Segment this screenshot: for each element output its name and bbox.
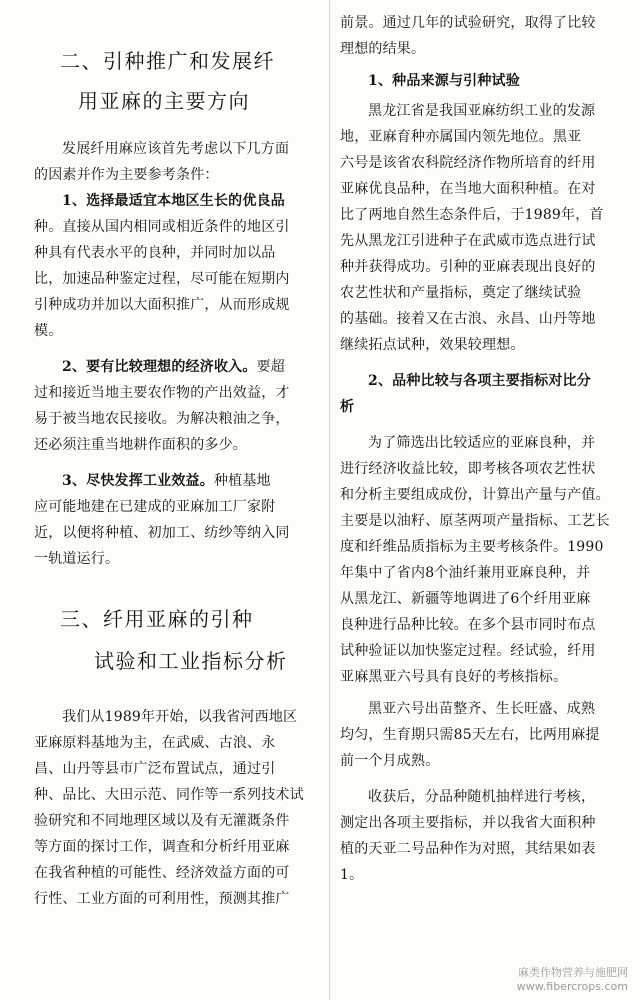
sub2-heading-line1: 2、品种比较与各项主要指标对比分 [368,373,591,389]
point1-line: 种。直接从国内相同或相近条件的地区引 [34,219,290,235]
section3-line: 在我省种植的可能性、经济效益方面的可 [34,865,290,881]
heiya-line: 黑亚六号出苗整齐、生长旺盛、成熟 [368,701,596,717]
section3-line: 行性、工业方面的可利用性，预测其推广 [34,891,290,907]
point2-lead-rest: 要超 [256,359,285,375]
point3-line: 一轨道运行。 [34,551,120,567]
sub1-line: 黑龙江省是我国亚麻纺织工业的发源 [368,103,596,119]
column-divider [329,0,330,1000]
point3-line: 近，以便将种植、初加工、纺纱等纳入同 [34,525,290,541]
section3-line: 种、品比、大田示范、同作等一系列技术试 [34,787,304,803]
section3-heading-line1: 三、纤用亚麻的引种 [60,607,254,631]
sub2-line: 进行经济收益比较，即考核各项农艺性状 [340,461,596,477]
point2-line: 还必须注重当地耕作面积的多少。 [34,437,247,453]
intro-line: 发展纤用麻应该首先考虑以下几方面 [62,141,290,157]
harvest-line: 1。 [340,867,364,883]
point1-line: 比，加速品种鉴定过程，尽可能在短期内 [34,271,290,287]
heiya-line: 前一个月成熟。 [340,753,440,769]
section3-heading-line2: 试验和工业指标分析 [94,649,288,673]
site-watermark [517,966,628,994]
point1-lead: 1、选择最适宜本地区生长的优良品 [62,193,285,209]
sub1-line: 比了两地自然生态条件后，于1989年，首 [340,207,604,223]
sub1-line: 种并获得成功。引种的亚麻表现出良好的 [340,259,596,275]
sub1-line: 先从黑龙江引进种子在武威市选点进行试 [340,233,596,249]
sub2-line: 主要是以油籽、原茎两项产量指标、工艺长 [340,513,610,529]
harvest-line: 收获后，分品种随机抽样进行考核， [368,789,596,805]
continuation-line: 理想的结果。 [340,41,426,57]
intro-line: 的因素并作为主要参考条件： [34,167,219,183]
point3-lead-line [34,472,320,490]
sub1-line: 六号是该省农科院经济作物所培育的纤用 [340,155,596,171]
section3-line: 昌、山丹等县市广泛布置试点，通过引 [34,761,276,777]
watermark-line1: 麻类作物营养与施肥网 [518,966,628,979]
sub1-line: 地，亚麻育种亦属国内领先地位。黑亚 [340,129,582,145]
section3-line: 亚麻原料基地为主，在武威、古浪、永 [34,735,276,751]
section3-line: 等方面的探讨工作，调查和分析纤用亚麻 [34,839,290,855]
sub1-line: 的基础。接着又在古浪、永昌、山丹等地 [340,311,596,327]
harvest-line: 植的天亚二号品种作为对照，其结果如表 [340,841,596,857]
sub1-line: 继续拓点试种，效果较理想。 [340,337,525,353]
sub1-line: 农艺性状和产量指标，奠定了继续试验 [340,285,582,301]
point3-lead: 3、尽快发挥工业效益。 [62,473,214,489]
heiya-line: 均匀，生育期只需85天左右，比两用麻提 [340,727,600,743]
sub2-line: 良种进行品种比较。在多个县市同时布点 [340,617,596,633]
sub1-heading: 1、种品来源与引种试验 [368,73,520,89]
point2-line: 过和接近当地主要农作物的产出效益，才 [34,385,290,401]
continuation-line: 前景。通过几年的试验研究，取得了比较 [340,15,596,31]
point3-lead-rest: 种植基地 [213,473,271,489]
sub2-line: 度和纤维品质指标为主要考核条件。1990 [340,539,604,555]
harvest-line: 测定出各项主要指标，并以我省大面积种 [340,815,596,831]
sub2-line: 亚麻黑亚六号具有良好的考核指标。 [340,669,568,685]
point2-line: 易于被当地农民接收。为解决粮油之争， [34,411,290,427]
sub2-line: 从黑龙江、新疆等地调进了6个纤用亚麻 [340,591,591,607]
section2-heading-line1: 二、引种推广和发展纤 [60,49,275,73]
point1-line: 引种成功并加以大面积推广，从而形成规 [34,297,290,313]
watermark-line2: www.fibercrops.com [516,980,628,993]
sub1-line: 亚麻优良品种，在当地大面积种植。在对 [340,181,596,197]
point2-lead: 2、要有比较理想的经济收入。 [62,359,257,375]
point3-line: 应可能地建在已建成的亚麻加工厂家附 [34,499,276,515]
section3-line: 我们从1989年开始，以我省河西地区 [62,709,298,725]
sub2-line: 试种验证以加快鉴定过程。经试验，纤用 [340,643,596,659]
sub2-heading-line2: 析 [340,399,355,415]
section2-heading-line2: 用亚麻的主要方向 [78,89,250,113]
sub2-line: 为了筛选出比较适应的亚麻良种，并 [368,435,596,451]
sub2-line: 年集中了省内8个油纤兼用亚麻良种，并 [340,565,591,581]
section3-line: 验研究和不同地理区域以及有无灌溉条件 [34,813,290,829]
point2-lead-line [34,358,320,376]
sub2-line: 和分析主要组成成份，计算出产量与产值。 [340,487,610,503]
point1-line: 模。 [34,323,63,339]
point1-line: 种具有代表水平的良种，并同时加以品 [34,245,276,261]
